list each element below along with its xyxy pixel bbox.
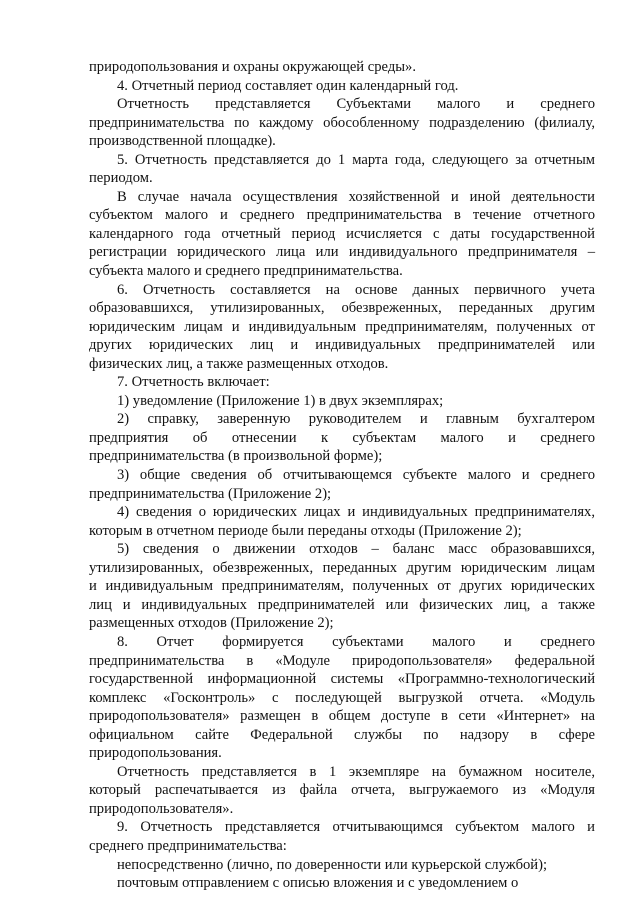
text-line: предпринимательства в «Модуле природопользователя» федеральной	[89, 652, 595, 669]
text-line: 2) справку, заверенную руководителем и главным бухгалтером	[117, 411, 595, 428]
text-line: комплекс «Госконтроль» с последующей выгрузкой отчета. «Модуль	[89, 689, 595, 706]
paragraph	[89, 763, 595, 819]
text-line: утилизированных, обезвреженных, переданных другим юридическим лицам	[89, 559, 595, 576]
text-line: природопользования.	[89, 745, 222, 762]
paragraph	[89, 188, 595, 281]
text-line: 4) сведения о юридических лицах и индивидуальных предпринимателях,	[117, 504, 595, 521]
text-line: производственной площадке).	[89, 133, 276, 150]
text-line: субъекта малого и среднего предпринимательства.	[89, 263, 403, 280]
text-line: размещенных отходов (Приложение 2);	[89, 615, 334, 632]
text-line: государственной информационной системы «Программно-технологический	[89, 671, 595, 688]
text-line: непосредственно (лично, по доверенности или курьерской службой);	[117, 856, 548, 873]
paragraph	[89, 633, 595, 763]
document-page	[89, 58, 595, 893]
text-line: предпринимательства (Приложение 2);	[89, 485, 332, 502]
paragraph	[89, 58, 595, 77]
text-line: среднего предпринимательства:	[89, 837, 287, 854]
text-line: 4. Отчетный период составляет один календарный год.	[117, 77, 459, 94]
text-line: и индивидуальным предпринимателям, полученных от других юридических	[89, 578, 595, 595]
text-line: Отчетность представляется Субъектами малого и среднего	[117, 96, 595, 113]
text-line: которым в отчетном периоде были переданы отходы (Приложение 2);	[89, 522, 522, 539]
text-line: Отчетность представляется в 1 экземпляре на бумажном носителе,	[117, 763, 595, 780]
text-line: который распечатывается из файла отчета, выгружаемого из «Модуля	[89, 782, 595, 799]
text-line: 9. Отчетность представляется отчитывающимся субъектом малого и	[117, 819, 595, 836]
text-line: лиц и индивидуальных предпринимателей или физических лиц, а также	[89, 596, 595, 613]
paragraph	[89, 95, 595, 151]
text-line: 8. Отчет формируется субъектами малого и среднего	[117, 633, 595, 650]
text-line: 1) уведомление (Приложение 1) в двух экземплярах;	[117, 392, 444, 409]
text-line: природопользователя» размещен в общем доступе в сети «Интернет» на	[89, 708, 595, 725]
text-line: физических лиц, а также размещенных отходов.	[89, 355, 389, 372]
text-line: других юридических лиц и индивидуальных предпринимателей или	[89, 337, 595, 354]
paragraph	[89, 410, 595, 466]
text-line: юридическим лицам и индивидуальным предпринимателям, полученных от	[89, 318, 595, 335]
paragraph	[89, 392, 595, 411]
text-line: образовавшихся, утилизированных, обезвреженных, переданных другим	[89, 300, 595, 317]
paragraph	[89, 466, 595, 503]
paragraph	[89, 151, 595, 188]
text-line: регистрации юридического лица или индивидуального предпринимателя –	[89, 244, 595, 261]
text-line: календарного года отчетный период исчисляется с даты государственной	[89, 225, 595, 242]
text-line: природопользователя».	[89, 800, 234, 817]
text-line: предпринимательства (в произвольной форме);	[89, 448, 383, 465]
text-line: 7. Отчетность включает:	[117, 374, 270, 391]
text-line: 5. Отчетность представляется до 1 марта года, следующего за отчетным	[117, 151, 595, 168]
text-line: субъектом малого и среднего предпринимательства в течение отчетного	[89, 207, 595, 224]
paragraph	[89, 540, 595, 633]
text-line: официальном сайте Федеральной службы по надзору в сфере	[89, 726, 595, 743]
text-line: 3) общие сведения об отчитывающемся субъекте малого и среднего	[117, 467, 595, 484]
text-line: предпринимательства по каждому обособленному подразделению (филиалу,	[89, 114, 595, 131]
paragraph	[89, 874, 595, 893]
paragraph	[89, 77, 595, 96]
paragraph	[89, 281, 595, 374]
paragraph	[89, 373, 595, 392]
text-line: В случае начала осуществления хозяйственной и иной деятельности	[117, 188, 595, 205]
paragraph	[89, 503, 595, 540]
text-line: 6. Отчетность составляется на основе данных первичного учета	[117, 281, 595, 298]
paragraph	[89, 856, 595, 875]
text-line: предприятия об отнесении к субъектам малого и среднего	[89, 429, 595, 446]
text-line: 5) сведения о движении отходов – баланс масс образовавшихся,	[117, 541, 595, 558]
text-line: периодом.	[89, 170, 153, 187]
text-line: почтовым отправлением с описью вложения и с уведомлением о	[117, 875, 519, 892]
text-line: природопользования и охраны окружающей среды».	[89, 59, 416, 75]
paragraph	[89, 818, 595, 855]
